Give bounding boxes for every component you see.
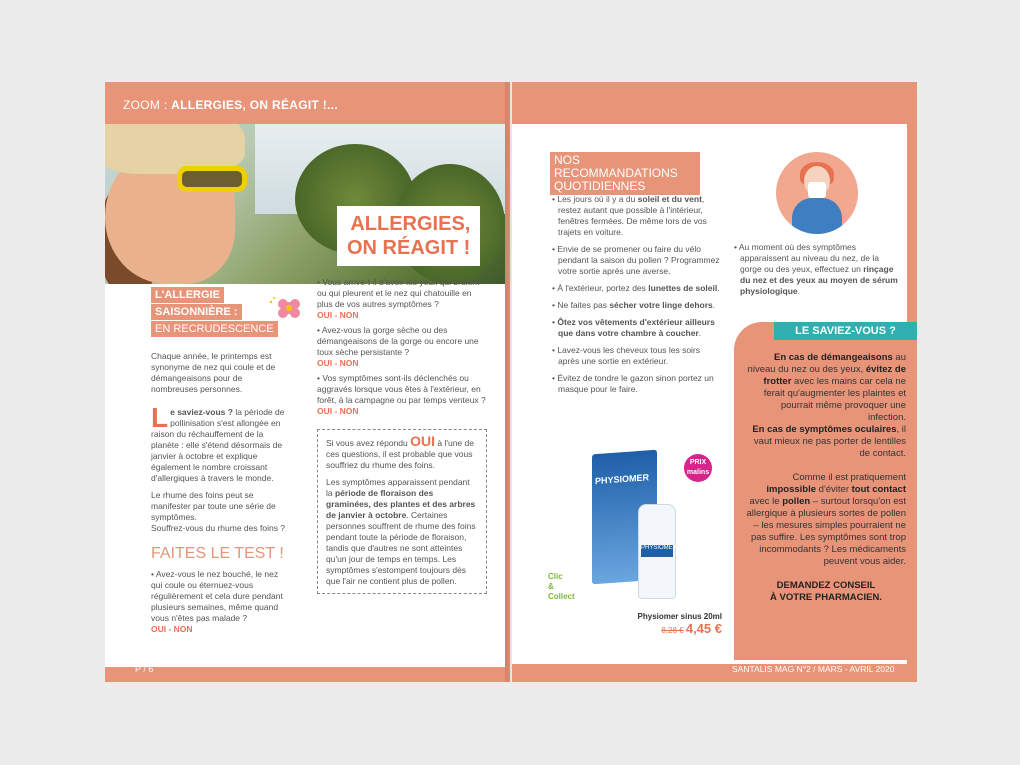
reco-list-right	[734, 242, 899, 303]
new-price: 4,45 €	[685, 621, 722, 636]
intro-paragraph: Chaque année, le printemps est synonyme de nez qui coule et de démangeaisons pour de nombreuses personnes.	[151, 351, 276, 394]
reco-item: • Ne faites pas sécher votre linge dehors.	[552, 300, 716, 310]
paragraph: Le rhume des foins peut se manifester par toute une série de symptômes.	[151, 490, 276, 522]
reco-item: • Ôtez vos vêtements d'extérieur ailleurs que dans votre chambre à coucher.	[552, 317, 715, 338]
reco-item: • Les jours où il y a du soleil et du vent, restez autant que possible à l'intérieur, fenêtres fermées. De même lors de vos trajets en voiture.	[552, 194, 707, 237]
dropcap: L	[151, 402, 169, 433]
sneezing-person-icon	[776, 152, 858, 234]
reco-list	[552, 194, 722, 401]
saviez-text: En cas de démangeaisons au niveau du nez ou des yeux, évitez de frotter avec les mains car cela ne ferait qu'augmenter les plaintes et pourrait même provoquer une infection. En cas de symptômes oculaires, il vaut mieux ne pas porter de lentilles de contact. Comme il est pratiquement impossible d'éviter tout contact avec le pollen – surtout lorsqu'on est allergique à plusieurs sortes de pollen – les mesures simples pourraient ne pas suffire. Les symptômes sont trop incommodants ? Les médicaments peuvent vous aider. DEMANDEZ CONSEIL À VOTRE PHARMACIEN.	[746, 352, 906, 603]
cta-text: DEMANDEZ CONSEIL À VOTRE PHARMACIEN.	[770, 580, 882, 603]
prix-malins-badge: PRIX malins	[684, 454, 712, 482]
zoom-title: ALLERGIES, ON RÉAGIT !...	[171, 98, 338, 112]
reco-item: • Évitez de tondre le gazon sinon portez un masque pour le faire.	[552, 373, 714, 394]
clic-collect-logo: Clic & Collect	[548, 572, 575, 601]
test-heading: FAITES LE TEST !	[151, 545, 284, 562]
product-name: Physiomer sinus 20ml	[637, 612, 722, 621]
product-price	[637, 612, 722, 636]
zoom-header	[123, 98, 338, 112]
section-heading: SAISONNIÈRE :	[151, 304, 242, 320]
question-4: • Vos symptômes sont-ils déclenchés ou aggravés lorsque vous êtes à l'extérieur, en forêt, à la campagne ou par temps venteux ?	[317, 373, 486, 405]
paragraph: Souffrez-vous du rhume des foins ?	[151, 523, 286, 533]
oui-non: OUI - NON	[151, 624, 193, 634]
product-box: PHYSIOMER	[592, 450, 657, 585]
oui-non: OUI - NON	[317, 310, 359, 320]
saviez-tag: LE SAVIEZ-VOUS ?	[774, 322, 917, 340]
reco-item: • Au moment où des symptômes apparaissent au niveau du nez, de la gorge ou des yeux, effectuez un rinçage du nez et des yeux au moyen de sérum physiologique.	[734, 242, 898, 296]
left-page	[105, 82, 510, 682]
question-1: • Avez-vous le nez bouché, le nez qui coule ou éternuez-vous régulièrement et cela dure pendant plusieurs semaines, même quand vous n'êtes pas malade ?	[151, 569, 283, 623]
oui-non: OUI - NON	[317, 358, 359, 368]
section-heading: L'ALLERGIE	[151, 287, 224, 303]
reco-heading: NOS RECOMMANDATIONS QUOTIDIENNES	[550, 152, 700, 195]
right-page	[512, 82, 917, 682]
product-bottle: PHYSIOMER	[638, 504, 676, 599]
answer-paragraph: Si vous avez répondu OUI à l'une de ces questions, il est probable que vous souffriez du rhume des foins.	[326, 433, 474, 470]
answer-paragraph: Les symptômes apparaissent pendant la période de floraison des graminées, des plantes et des arbres de janvier à octobre. Certaines personnes souffrent de rhume des foins pendant toute la période de floraison, tandis que d'autres ne sont atteintes qu'un jour de temps en temps. Les symptômes s'estompent toujours dès que l'air ne contient plus de pollen.	[326, 477, 476, 586]
page-number: P / 6	[135, 664, 154, 674]
article-title: ALLERGIES, ON RÉAGIT !	[337, 206, 480, 266]
reco-item: • Lavez-vous les cheveux tous les soirs après une sortie en extérieur.	[552, 345, 701, 366]
old-price: 8,28 €	[661, 626, 684, 635]
reco-item: • Envie de se promener ou faire du vélo pendant la saison du pollen ? Programmez votre sortie après une averse.	[552, 244, 720, 276]
reco-item: • À l'extérieur, portez des lunettes de soleil.	[552, 283, 720, 293]
column-1	[151, 287, 286, 635]
photo-sunglasses	[177, 166, 247, 192]
section-heading: EN RECRUDESCENCE	[151, 321, 278, 337]
saviez-paragraph: Le saviez-vous ? la période de pollinisation s'est allongée en raison du réchauffement de la planète : elle s'étend désormais de janvier à octobre et explique également le nombre croissant d'allergiques à travers le monde.	[151, 402, 285, 483]
magazine-footer: SANTALIS MAG N°2 / MARS - AVRIL 2020	[732, 664, 895, 674]
question-3: • Avez-vous la gorge sèche ou des démangeaisons de la gorge ou encore une toux sèche persistante ?	[317, 325, 479, 357]
column-2	[317, 277, 487, 594]
zoom-prefix: ZOOM :	[123, 98, 168, 112]
oui-non: OUI - NON	[317, 406, 359, 416]
question-2: • Vous arrive-t-il d'avoir les yeux qui brûlent ou qui pleurent et le nez qui chatouille en plus de vos autres symptômes ?	[317, 277, 480, 309]
answer-box	[317, 429, 487, 594]
